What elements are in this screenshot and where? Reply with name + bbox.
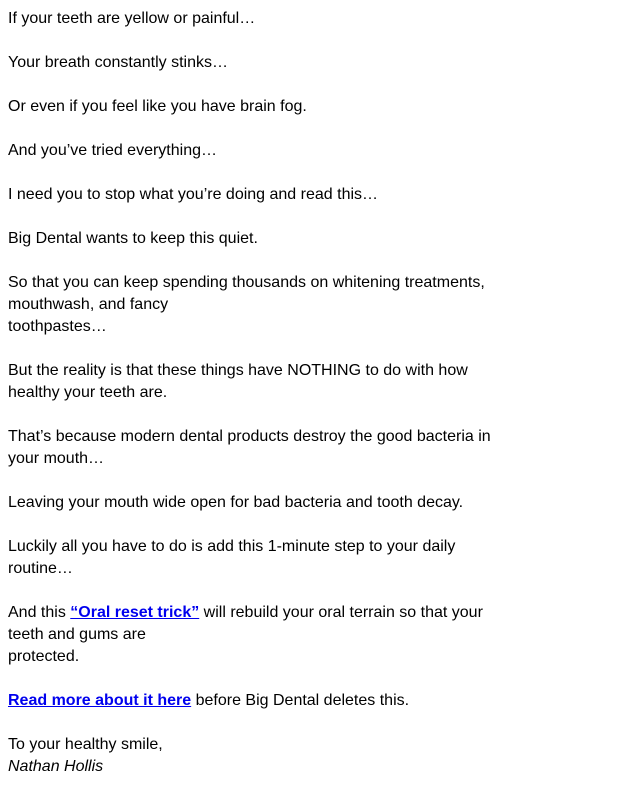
signature-name: Nathan Hollis <box>8 758 104 775</box>
paragraph-text: That’s because modern dental products destroy the good bacteria in <box>8 428 491 445</box>
paragraph-text: will rebuild your oral terrain so that your <box>199 604 483 621</box>
paragraph-tried-everything <box>8 140 617 162</box>
paragraph-oral-reset <box>8 602 617 668</box>
paragraph-text: before Big Dental deletes this. <box>191 692 410 709</box>
paragraph-text: Or even if you feel like you have brain fog. <box>8 98 307 115</box>
paragraph-text: Your breath constantly stinks… <box>8 54 228 71</box>
paragraph-signoff <box>8 734 617 778</box>
paragraph-text: healthy your teeth are. <box>8 384 168 401</box>
paragraph-text: So that you can keep spending thousands on whitening treatments, <box>8 274 485 291</box>
paragraph-text: routine… <box>8 560 73 577</box>
paragraph-text: teeth and gums are <box>8 626 146 643</box>
paragraph-destroy-bacteria <box>8 426 617 470</box>
paragraph-text: If your teeth are yellow or painful… <box>8 10 256 27</box>
paragraph-text: And you’ve tried everything… <box>8 142 217 159</box>
paragraph-reality-nothing <box>8 360 617 404</box>
paragraph-breath-stinks <box>8 52 617 74</box>
paragraph-stop-and-read <box>8 184 617 206</box>
paragraph-text: mouthwash, and fancy <box>8 296 169 313</box>
paragraph-read-more <box>8 690 617 712</box>
paragraph-text: your mouth… <box>8 450 105 467</box>
paragraph-keep-spending <box>8 272 617 338</box>
paragraph-text: protected. <box>8 648 80 665</box>
oral-reset-trick-link[interactable]: “Oral reset trick” <box>70 604 200 621</box>
paragraph-text: And this <box>8 604 71 621</box>
paragraph-text: Leaving your mouth wide open for bad bacteria and tooth decay. <box>8 494 464 511</box>
paragraph-brain-fog <box>8 96 617 118</box>
paragraph-text: Big Dental wants to keep this quiet. <box>8 230 258 247</box>
paragraph-teeth-yellow <box>8 8 617 30</box>
read-more-link[interactable]: Read more about it here <box>8 692 192 709</box>
paragraph-big-dental-quiet <box>8 228 617 250</box>
paragraph-one-minute-step <box>8 536 617 580</box>
paragraph-text: Luckily all you have to do is add this 1-minute step to your daily <box>8 538 456 555</box>
paragraph-text: But the reality is that these things have NOTHING to do with how <box>8 362 468 379</box>
paragraph-text: toothpastes… <box>8 318 107 335</box>
closing-text: To your healthy smile, <box>8 736 163 753</box>
email-body <box>8 8 617 778</box>
paragraph-mouth-wide-open <box>8 492 617 514</box>
paragraph-text: I need you to stop what you’re doing and read this… <box>8 186 379 203</box>
